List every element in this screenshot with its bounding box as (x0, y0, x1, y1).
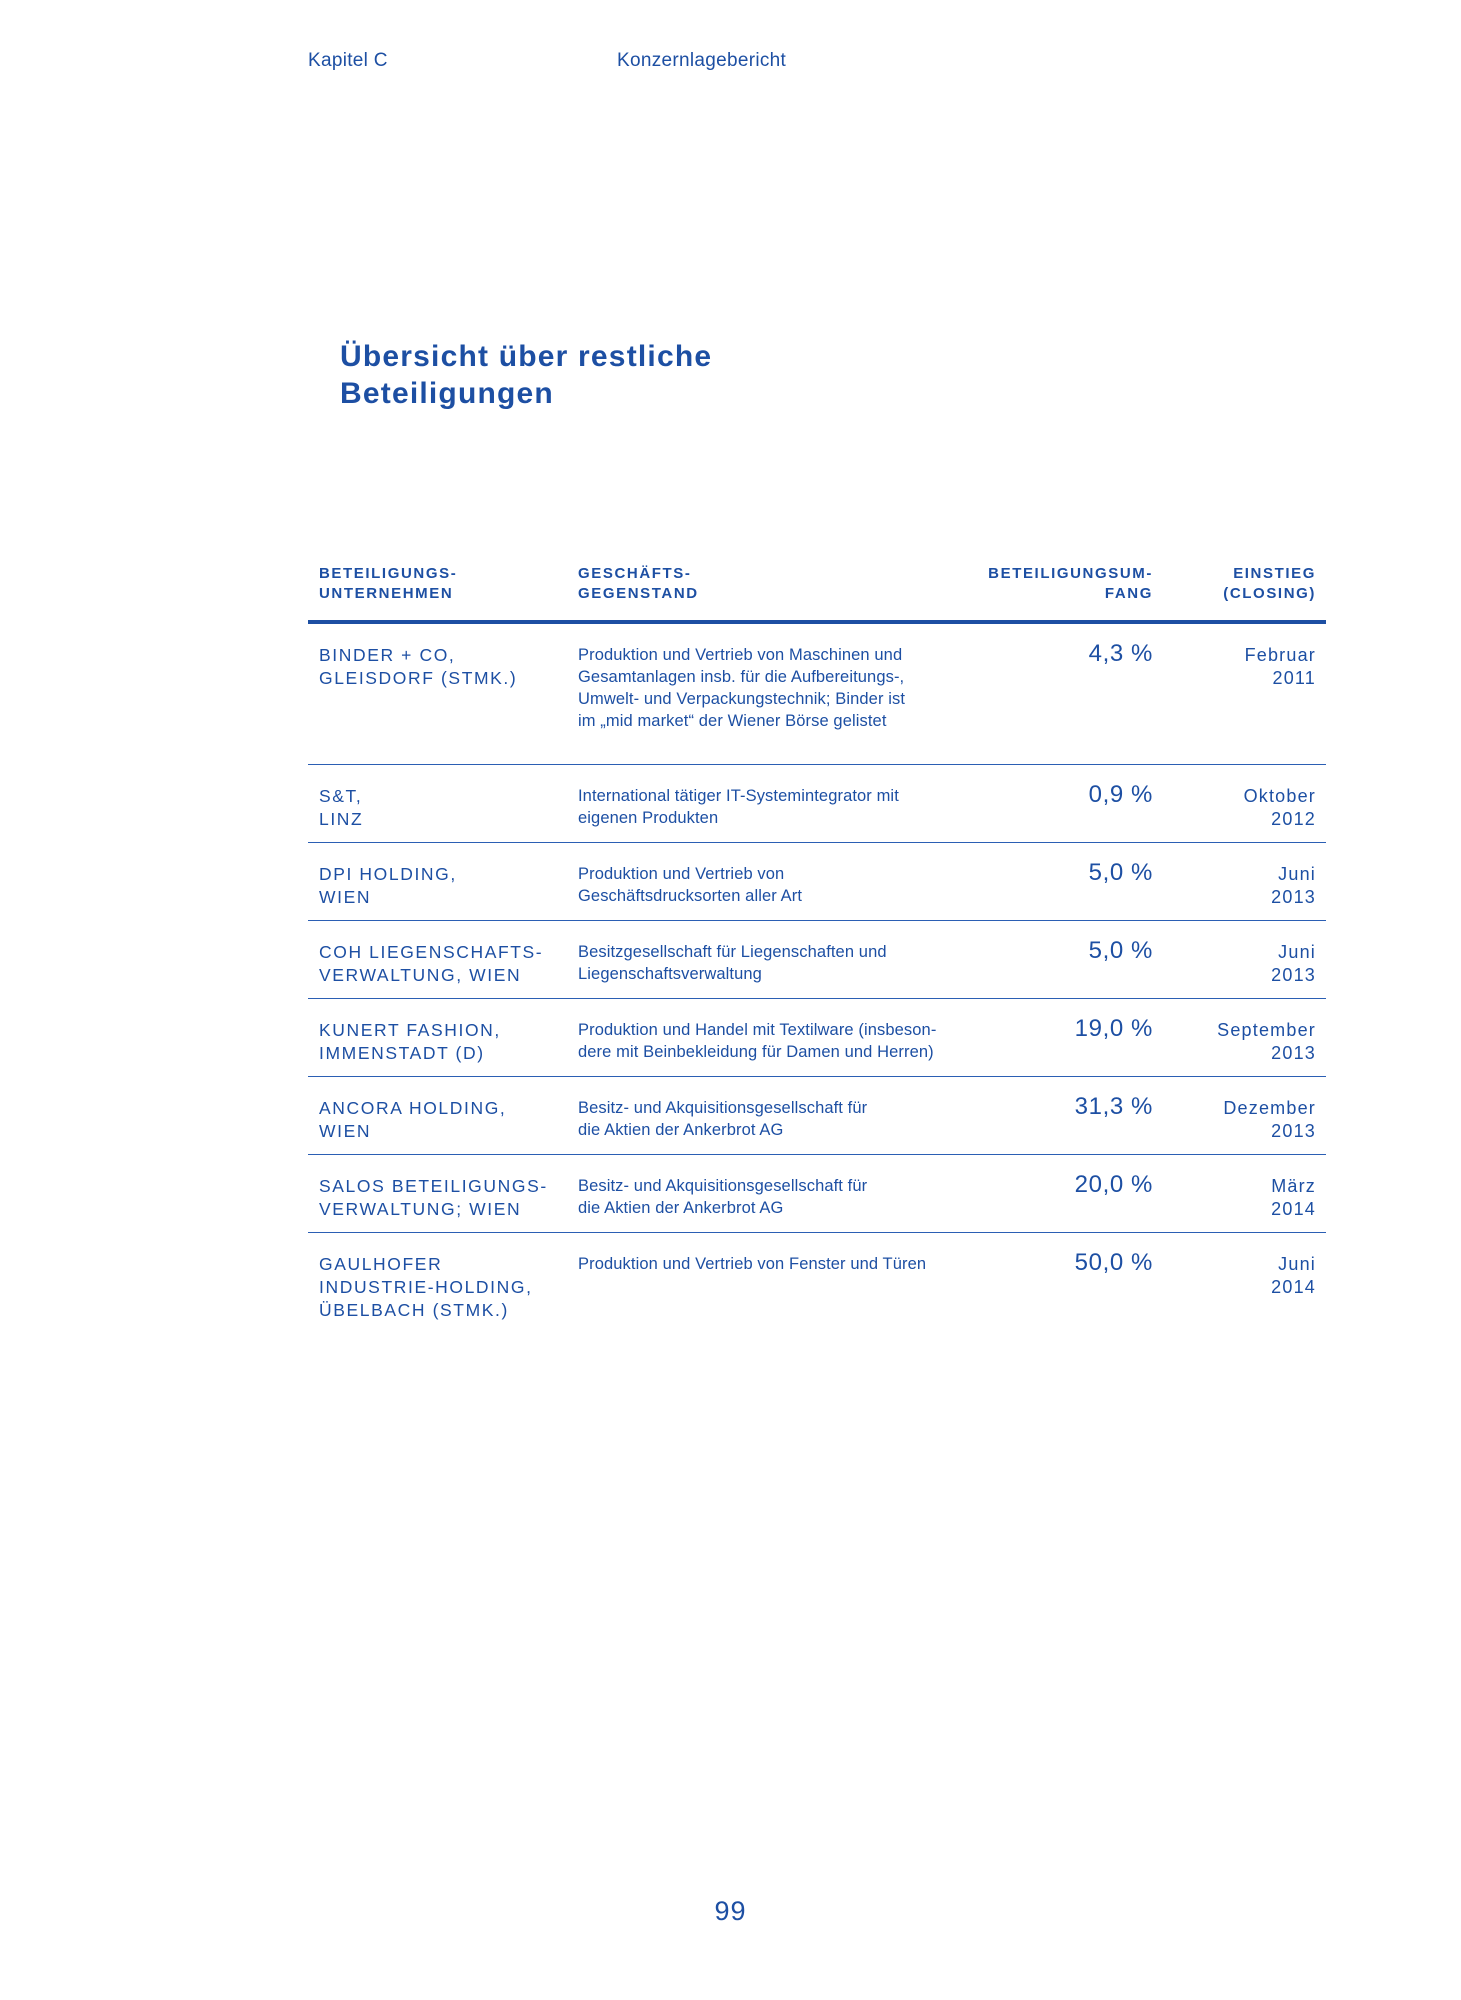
entry-year: 2013 (1271, 965, 1316, 985)
share-cell: 20,0 % (1074, 1171, 1153, 1198)
company-line: DPI HOLDING, (319, 864, 457, 884)
subject-cell (578, 644, 978, 732)
title-line-1: Übersicht über restliche (340, 340, 713, 373)
share-cell: 5,0 % (1088, 937, 1153, 964)
entry-year: 2012 (1271, 809, 1316, 829)
subject-cell (578, 1019, 978, 1063)
entry-month: März (1271, 1176, 1316, 1196)
subject-line: im „mid market“ der Wiener Börse gelistet (578, 712, 887, 730)
entry-year: 2014 (1271, 1199, 1316, 1219)
table-header (308, 562, 1326, 620)
entry-month: Juni (1278, 864, 1316, 884)
subject-cell (578, 1253, 978, 1275)
company-cell (319, 1175, 569, 1221)
column-header-line: GESCHÄFTS- (578, 565, 692, 582)
company-line: VERWALTUNG; WIEN (319, 1199, 522, 1219)
table-row (308, 843, 1326, 921)
company-cell (319, 644, 569, 690)
table-row (308, 1233, 1326, 1333)
subject-line: Produktion und Vertrieb von (578, 865, 785, 883)
column-header-share (988, 564, 1153, 604)
company-cell (319, 1097, 569, 1143)
table-row (308, 624, 1326, 765)
company-cell (319, 1253, 569, 1322)
entry-year: 2013 (1271, 1121, 1316, 1141)
entry-month: Juni (1278, 942, 1316, 962)
entry-month: Juni (1278, 1254, 1316, 1274)
subject-cell (578, 1097, 978, 1141)
section-label: Konzernlagebericht (617, 50, 787, 71)
company-cell (319, 941, 569, 987)
column-header-line: (CLOSING) (1223, 585, 1316, 602)
column-header-line: EINSTIEG (1233, 565, 1316, 582)
share-cell: 31,3 % (1074, 1093, 1153, 1120)
table-row (308, 921, 1326, 999)
holdings-table (308, 562, 1326, 1333)
column-header-subject (578, 564, 699, 604)
table-row (308, 765, 1326, 843)
column-header-line: UNTERNEHMEN (319, 585, 454, 602)
company-line: VERWALTUNG, WIEN (319, 965, 522, 985)
table-row (308, 999, 1326, 1077)
column-header-line: FANG (1104, 585, 1153, 602)
subject-line: Produktion und Handel mit Textilware (insbeson- (578, 1021, 937, 1039)
entry-year: 2013 (1271, 887, 1316, 907)
subject-line: Geschäftsdrucksorten aller Art (578, 887, 803, 905)
company-line: ÜBELBACH (STMK.) (319, 1300, 509, 1320)
entry-cell (1217, 1019, 1316, 1065)
subject-line: International tätiger IT-Systemintegrator mit (578, 787, 899, 805)
share-cell: 5,0 % (1088, 859, 1153, 886)
company-cell (319, 863, 569, 909)
company-line: KUNERT FASHION, (319, 1020, 501, 1040)
entry-cell (1223, 1097, 1316, 1143)
company-line: LINZ (319, 809, 364, 829)
company-line: S&T, (319, 786, 363, 806)
table-row (308, 1155, 1326, 1233)
column-header-line: BETEILIGUNGS- (319, 565, 458, 582)
company-line: ANCORA HOLDING, (319, 1098, 507, 1118)
subject-line: Besitzgesellschaft für Liegenschaften und (578, 943, 887, 961)
share-cell: 50,0 % (1074, 1249, 1153, 1276)
subject-line: Produktion und Vertrieb von Maschinen und (578, 646, 903, 664)
share-cell: 19,0 % (1074, 1015, 1153, 1042)
column-header-company (319, 564, 457, 604)
company-line: WIEN (319, 887, 372, 907)
entry-cell (1271, 1253, 1316, 1299)
company-line: INDUSTRIE-HOLDING, (319, 1277, 533, 1297)
company-line: BINDER + CO, (319, 645, 456, 665)
entry-cell (1271, 1175, 1316, 1221)
subject-line: Umwelt- und Verpackungstechnik; Binder ist (578, 690, 906, 708)
subject-cell (578, 785, 978, 829)
chapter-label: Kapitel C (308, 50, 388, 71)
share-cell: 0,9 % (1088, 781, 1153, 808)
page-title (340, 338, 940, 412)
entry-year: 2013 (1271, 1043, 1316, 1063)
column-header-line: BETEILIGUNGSUM- (988, 565, 1153, 582)
company-line: IMMENSTADT (D) (319, 1043, 485, 1063)
subject-line: Gesamtanlagen insb. für die Aufbereitungs-, (578, 668, 905, 686)
entry-cell (1271, 941, 1316, 987)
company-line: GAULHOFER (319, 1254, 443, 1274)
subject-line: Besitz- und Akquisitionsgesellschaft für (578, 1177, 868, 1195)
subject-cell (578, 1175, 978, 1219)
company-line: COH LIEGENSCHAFTS- (319, 942, 544, 962)
subject-line: die Aktien der Ankerbrot AG (578, 1121, 784, 1139)
subject-line: Besitz- und Akquisitionsgesellschaft für (578, 1099, 868, 1117)
share-cell: 4,3 % (1088, 640, 1153, 667)
entry-month: Oktober (1243, 786, 1316, 806)
company-line: GLEISDORF (STMK.) (319, 668, 518, 688)
entry-month: Februar (1244, 645, 1316, 665)
entry-month: Dezember (1223, 1098, 1316, 1118)
entry-month: September (1217, 1020, 1316, 1040)
company-cell (319, 785, 569, 831)
entry-cell (1245, 644, 1316, 690)
subject-cell (578, 863, 978, 907)
entry-cell (1244, 785, 1316, 831)
company-line: SALOS BETEILIGUNGS- (319, 1176, 548, 1196)
column-header-line: GEGENSTAND (578, 585, 699, 602)
subject-line: Liegenschaftsverwaltung (578, 965, 762, 983)
entry-year: 2011 (1272, 668, 1316, 688)
subject-line: die Aktien der Ankerbrot AG (578, 1199, 784, 1217)
title-line-2: Beteiligungen (340, 377, 554, 410)
column-header-entry (1223, 564, 1316, 604)
subject-line: Produktion und Vertrieb von Fenster und Türen (578, 1255, 927, 1273)
table-row (308, 1077, 1326, 1155)
company-line: WIEN (319, 1121, 372, 1141)
subject-line: dere mit Beinbekleidung für Damen und Herren) (578, 1043, 934, 1061)
entry-year: 2014 (1271, 1277, 1316, 1297)
subject-line: eigenen Produkten (578, 809, 719, 827)
company-cell (319, 1019, 569, 1065)
page-number: 99 (714, 1896, 747, 1926)
subject-cell (578, 941, 978, 985)
entry-cell (1271, 863, 1316, 909)
